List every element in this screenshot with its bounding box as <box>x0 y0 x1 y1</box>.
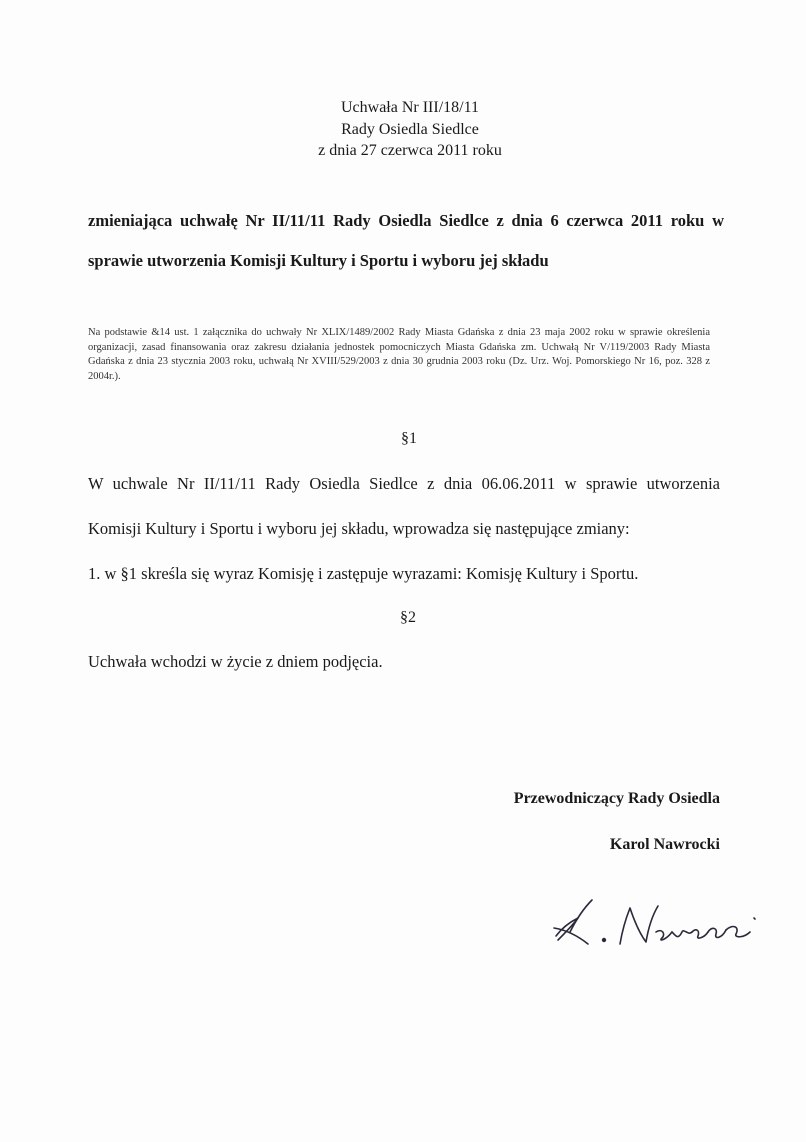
subject-line-1: zmieniająca uchwałę Nr II/11/11 Rady Osiedla Siedlce z dnia 6 czerwca 2011 roku w <box>88 211 724 230</box>
handwritten-signature <box>548 888 778 958</box>
section-1-amendment: 1. w §1 skreśla się wyraz Komisję i zastępuje wyrazami: Komisję Kultury i Sportu. <box>88 564 639 583</box>
legal-basis: Na podstawie &14 ust. 1 załącznika do uchwały Nr XLIX/1489/2002 Rady Miasta Gdańska z dnia 23 maja 2002 roku w sprawie określenia organizacji, zasad finansowania oraz zakresu działania jednostek pomocniczych Miasta Gdańska zm. Uchwałą Nr V/119/2003 Rady Miasta Gdańska z dnia 23 stycznia 2003 roku, uchwałą Nr XVIII/529/2003 z dnia 30 grudnia 2003 roku (Dz. Urz. Woj. Pomorskiego Nr 16, poz. 328 z 2004r.). <box>88 327 710 382</box>
section-1-line-1: W uchwale Nr II/11/11 Rady Osiedla Siedlce z dnia 06.06.2011 w sprawie utworzenia <box>88 474 720 493</box>
resolution-number: Uchwała Nr III/18/11 <box>340 99 480 116</box>
section-2-mark: §2 <box>400 609 416 626</box>
signatory-title: Przewodniczący Rady Osiedla <box>513 790 720 807</box>
signatory-name: Karol Nawrocki <box>609 836 720 853</box>
section-1-mark: §1 <box>401 430 417 447</box>
section-2-text: Uchwała wchodzi w życie z dniem podjęcia. <box>88 652 383 671</box>
council-name: Rady Osiedla Siedlce <box>341 121 479 138</box>
section-1-line-2: Komisji Kultury i Sportu i wyboru jej składu, wprowadza się następujące zmiany: <box>88 519 630 538</box>
subject-line-2: sprawie utworzenia Komisji Kultury i Sportu i wyboru jej składu <box>88 251 549 270</box>
resolution-date: z dnia 27 czerwca 2011 roku <box>318 142 502 159</box>
